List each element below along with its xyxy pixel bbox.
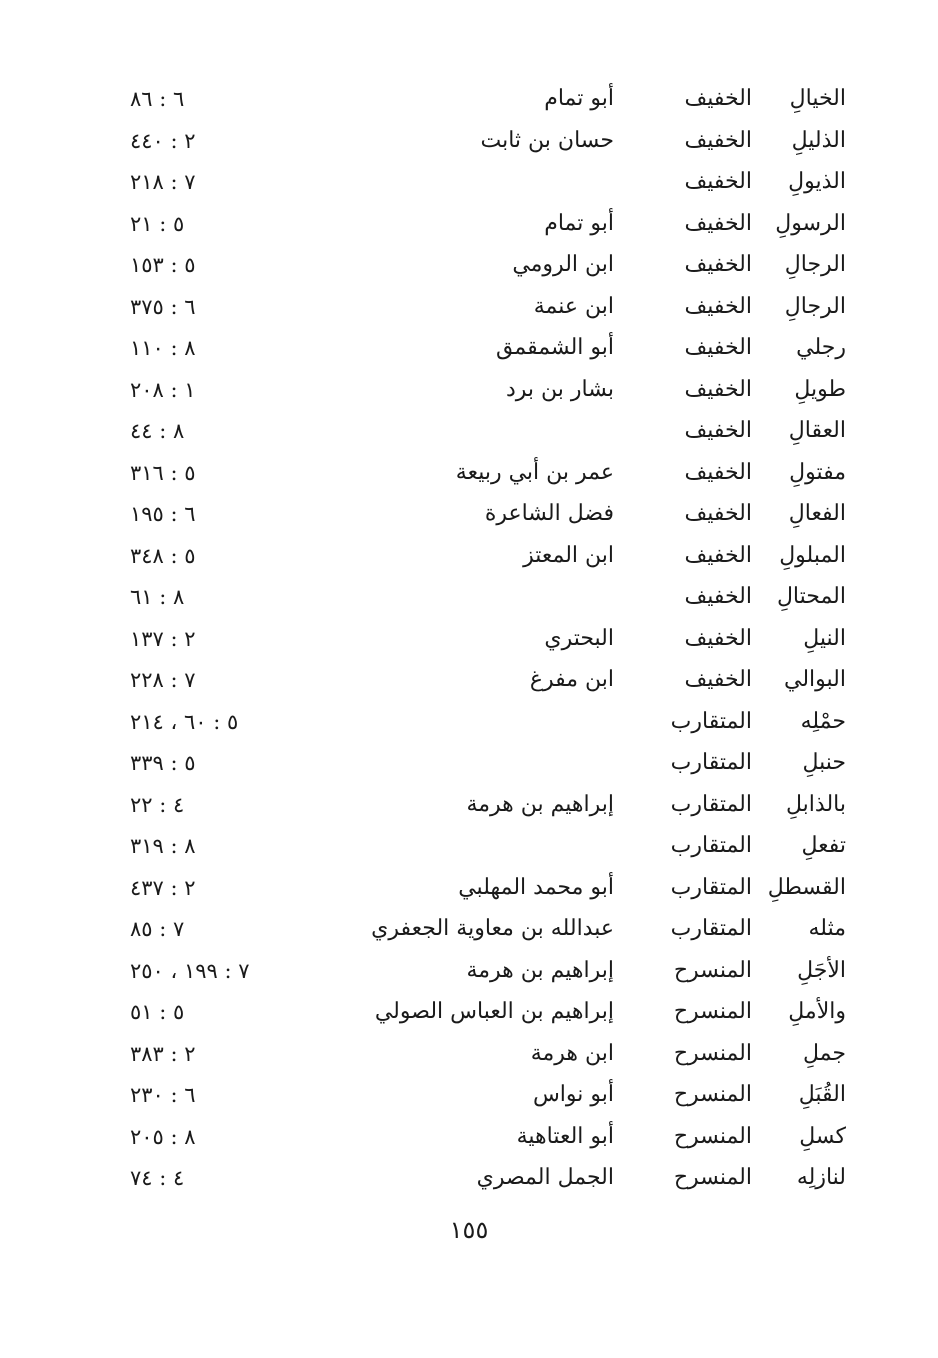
poetic-meter: الخفيف [684,127,752,153]
poetic-meter: المتقارب [670,916,752,941]
rhyme-word: طويلِ [794,376,846,402]
poetic-meter: الخفيف [684,625,752,651]
poet-name: ابن مفرغ [529,667,614,692]
poet-name: أبو محمد المهلبي [458,874,614,900]
rhyme-word: حمْلِه [800,708,846,734]
poet-name: البحتري [544,625,614,651]
poetic-meter: الخفيف [684,501,752,526]
poetic-meter: الخفيف [684,459,752,485]
volume-page-reference: ٨ : ٤٤ [130,419,185,443]
index-entry-row [0,493,938,535]
poetic-meter: الخفيف [684,542,752,568]
poetic-meter: الخفيف [684,210,752,236]
volume-page-reference: ٥ : ٣١٦ [130,460,196,485]
poetic-meter: الخفيف [684,169,752,194]
index-entry-row [0,1074,938,1116]
poet-name: أبو الشمقمق [496,335,614,360]
index-entry-row [0,161,938,203]
poet-name: إبراهيم بن العباس الصولي [374,999,614,1024]
page-number: ١٥٥ [449,1216,489,1244]
index-entry-row [0,1157,938,1199]
rhyme-word: العقالِ [788,418,846,443]
poetic-meter: الخفيف [684,418,752,443]
poetic-meter: المتقارب [670,874,752,900]
index-entry-row [0,618,938,660]
rhyme-word: كسلِ [799,1123,846,1149]
index-entry-row [0,203,938,245]
volume-page-reference: ٨ : ٦١ [130,585,185,609]
poetic-meter: الخفيف [684,667,752,692]
index-entry-row [0,659,938,701]
volume-page-reference: ٦ : ٢٣٠ [130,1083,196,1107]
rhyme-word: الفعالِ [788,501,846,526]
index-entry-row [0,784,938,826]
poetic-meter: المنسرح [673,1040,752,1066]
index-entry-row [0,867,938,909]
volume-page-reference: ٢ : ٤٣٧ [130,875,196,900]
index-entry-row [0,576,938,618]
volume-page-reference: ٢ : ١٣٧ [130,626,196,651]
poetic-meter: الخفيف [684,376,752,402]
index-entry-row [0,286,938,328]
volume-page-reference: ٧ : ٢٢٨ [130,668,196,692]
rhyme-word: البوالي [784,667,846,692]
volume-page-reference: ٥ : ٥١ [130,1000,185,1024]
index-entry-row [0,908,938,950]
rhyme-word: الذليلِ [791,127,846,153]
poetic-meter: الخفيف [684,293,752,319]
rhyme-word: المبلولِ [779,542,846,568]
rhyme-word: حنبلِ [802,750,846,775]
rhyme-word: رجلي [796,335,846,360]
volume-page-reference: ٦ : ١٩٥ [130,502,196,526]
poet-name: حسان بن ثابت [480,127,614,153]
index-entry-row [0,120,938,162]
poet-name: عمر بن أبي ربيعة [455,459,614,485]
index-entry-row [0,410,938,452]
rhyme-word: الأجَلِ [797,957,846,983]
index-entry-row [0,742,938,784]
poet-name: عبدالله بن معاوية الجعفري [371,916,614,941]
poet-name: ابن هرمة [530,1040,614,1066]
index-entry-row [0,701,938,743]
volume-page-reference: ٧ : ٢١٨ [130,170,196,194]
volume-page-reference: ٨ : ٢٠٥ [130,1124,196,1149]
volume-page-reference: ١ : ٢٠٨ [130,377,196,402]
poet-name: إبراهيم بن هرمة [466,791,614,817]
poetic-meter: الخفيف [684,335,752,360]
poet-name: الجمل المصري [476,1165,614,1190]
poet-name: أبو نواس [532,1082,614,1107]
poet-name: بشار بن برد [506,376,614,402]
poet-name: أبو العتاهية [516,1123,614,1149]
volume-page-reference: ٥ : ٦٠ ، ٢١٤ [130,709,239,734]
rhyme-word: والأملِ [788,999,846,1024]
index-entry-row [0,991,938,1033]
volume-page-reference: ٥ : ٢١ [130,211,185,236]
rhyme-word: لنازلِه [796,1165,846,1190]
rhyme-word: مفتولِ [789,459,846,485]
volume-page-reference: ٤ : ٢٢ [130,792,185,817]
index-entry-row [0,1116,938,1158]
poetic-meter: المنسرح [673,1082,752,1107]
poetic-meter: المنسرح [673,1165,752,1190]
poetic-meter: المتقارب [670,708,752,734]
rhyme-word: جملِ [803,1040,846,1066]
index-entry-row [0,452,938,494]
rhyme-word: القسطلِ [767,874,846,900]
volume-page-reference: ٢ : ٤٤٠ [130,128,196,153]
poet-name: فضل الشاعرة [484,501,614,526]
rhyme-word: الرسولِ [775,210,846,236]
volume-page-reference: ٥ : ٣٣٩ [130,751,196,775]
poetic-meter: المنسرح [673,999,752,1024]
volume-page-reference: ٥ : ٣٤٨ [130,543,196,568]
poetic-meter: المتقارب [670,750,752,775]
poetic-meter: المتقارب [670,791,752,817]
volume-page-reference: ٨ : ٣١٩ [130,834,196,858]
index-entry-row [0,535,938,577]
volume-page-reference: ٧ : ٨٥ [130,917,185,941]
poetic-meter: المنسرح [673,957,752,983]
index-entry-row [0,825,938,867]
poet-name: إبراهيم بن هرمة [466,957,614,983]
volume-page-reference: ٧ : ١٩٩ ، ٢٥٠ [130,958,250,983]
rhyme-word: الخيالِ [789,86,846,111]
rhyme-word: مثله [808,916,846,941]
volume-page-reference: ٢ : ٣٨٣ [130,1041,196,1066]
index-entry-row [0,369,938,411]
rhyme-word: تفعلِ [801,833,846,858]
index-entry-row [0,950,938,992]
poet-name: ابن المعتز [523,542,614,568]
rhyme-word: الذيولِ [788,169,846,194]
poet-name: ابن الرومي [512,252,614,277]
index-entry-row [0,327,938,369]
poetic-meter: المنسرح [673,1123,752,1149]
volume-page-reference: ٥ : ١٥٣ [130,253,196,277]
poet-name: ابن عنمة [533,293,614,319]
poetic-meter: الخفيف [684,252,752,277]
volume-page-reference: ٦ : ٣٧٥ [130,294,196,319]
poet-name: أبو تمام [544,86,614,111]
rhyme-word: الرجالِ [784,293,846,319]
rhyme-word: المحتالِ [776,584,846,609]
poetic-meter: المتقارب [670,833,752,858]
volume-page-reference: ٨ : ١١٠ [130,336,196,360]
rhyme-word: النيلِ [803,625,846,651]
poetic-meter: الخفيف [684,86,752,111]
poet-name: أبو تمام [544,210,614,236]
poetic-meter: الخفيف [684,584,752,609]
rhyme-index-list [0,78,938,1199]
index-entry-row [0,244,938,286]
rhyme-word: الرجالِ [784,252,846,277]
rhyme-word: القُبَلِ [798,1082,846,1107]
index-entry-row [0,78,938,120]
index-entry-row [0,1033,938,1075]
rhyme-word: بالذابلِ [786,791,846,817]
volume-page-reference: ٤ : ٧٤ [130,1166,185,1190]
volume-page-reference: ٦ : ٨٦ [130,87,185,111]
